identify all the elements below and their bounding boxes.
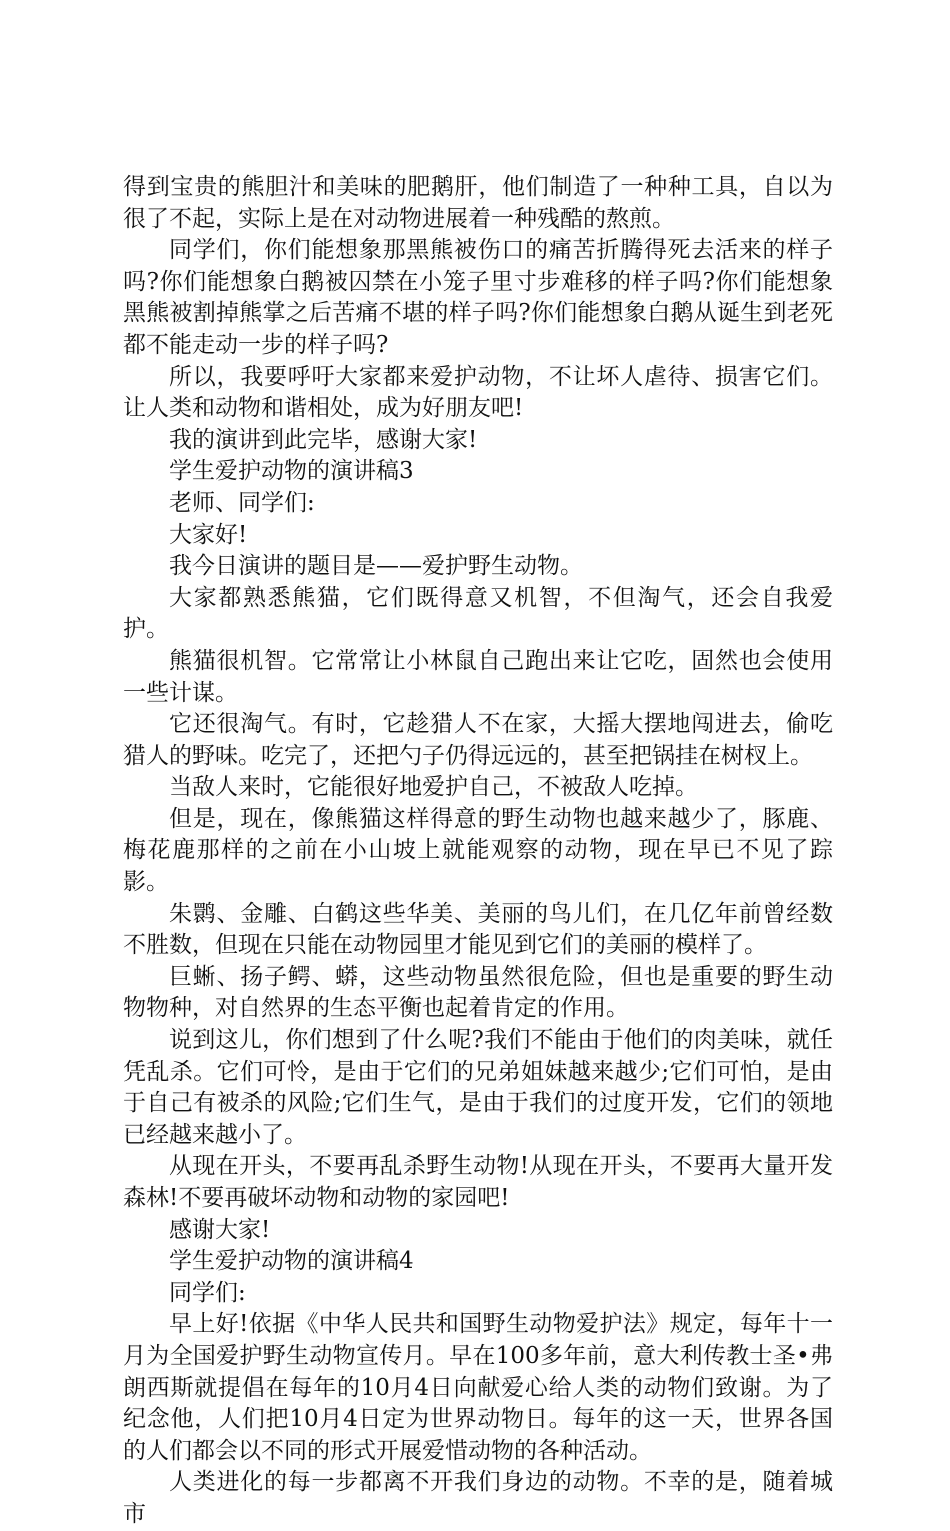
paragraph: 朱鹮、金雕、白鹤这些华美、美丽的鸟儿们，在几亿年前曾经数不胜数，但现在只能在动物园里才能见到它们的美丽的模样了。 (123, 900, 833, 959)
document-body (123, 172, 833, 1531)
salutation: 同学们: (169, 1279, 246, 1306)
paragraph: 我今日演讲的题目是——爱护野生动物。 (169, 553, 583, 580)
section-title: 学生爱护动物的演讲稿3 (169, 458, 414, 485)
paragraph: 得到宝贵的熊胆汁和美味的肥鹅肝，他们制造了一种种工具，自以为很了不起，实际上是在对动物进展着一种残酷的熬煎。 (123, 174, 833, 232)
paragraph: 但是，现在，像熊猫这样得意的野生动物也越来越少了，豚鹿、梅花鹿那样的之前在小山坡上就能观察的动物，现在早已不见了踪影。 (123, 805, 833, 896)
greeting: 大家好! (169, 521, 248, 548)
paragraph: 当敌人来时，它能很好地爱护自己，不被敌人吃掉。 (169, 774, 698, 801)
paragraph: 所以，我要呼吁大家都来爱护动物，不让坏人虐待、损害它们。让人类和动物和谐相处，成为好朋友吧! (123, 363, 833, 422)
paragraph: 早上好!依据《中华人民共和国野生动物爱护法》规定，每年十一月为全国爱护野生动物宣传月。早在100多年前，意大利传教士圣•弗朗西斯就提倡在每年的10月4日向献爱心给人类的动物们致谢。为了纪念他，人们把10月4日定为世界动物日。每年的这一天，世界各国的人们都会以不同的形式开展爱惜动物的各种活动。 (123, 1311, 833, 1464)
paragraph: 我的演讲到此完毕，感谢大家! (169, 426, 478, 453)
paragraph: 大家都熟悉熊猫，它们既得意又机智，不但淘气，还会自我爱护。 (123, 584, 833, 643)
paragraph: 熊猫很机智。它常常让小林鼠自己跑出来让它吃，固然也会使用一些计谋。 (123, 647, 833, 706)
paragraph: 人类进化的每一步都离不开我们身边的动物。不幸的是，随着城市 (123, 1469, 833, 1527)
paragraph: 说到这儿，你们想到了什么呢?我们不能由于他们的肉美味，就任凭乱杀。它们可怜，是由于它们的兄弟姐妹越来越少;它们可怕，是由于自己有被杀的风险;它们生气，是由于我们的过度开发，它们的领地已经越来越小了。 (123, 1027, 833, 1148)
section-title: 学生爱护动物的演讲稿4 (169, 1248, 414, 1275)
paragraph: 它还很淘气。有时，它趁猎人不在家，大摇大摆地闯进去，偷吃猎人的野味。吃完了，还把勺子仍得远远的，甚至把锅挂在树杈上。 (123, 711, 833, 769)
closing: 感谢大家! (169, 1216, 271, 1243)
salutation: 老师、同学们: (169, 489, 315, 516)
paragraph: 巨蜥、扬子鳄、蟒，这些动物虽然很危险，但也是重要的野生动物物种，对自然界的生态平衡也起着肯定的作用。 (123, 963, 833, 1022)
paragraph: 从现在开头，不要再乱杀野生动物!从现在开头，不要再大量开发森林!不要再破坏动物和动物的家园吧! (123, 1153, 833, 1211)
paragraph: 同学们，你们能想象那黑熊被伤口的痛苦折腾得死去活来的样子吗?你们能想象白鹅被囚禁在小笼子里寸步难移的样子吗?你们能想象黑熊被割掉熊掌之后苦痛不堪的样子吗?你们能想象白鹅从诞生到老死都不能走动一步的样子吗? (123, 237, 833, 358)
